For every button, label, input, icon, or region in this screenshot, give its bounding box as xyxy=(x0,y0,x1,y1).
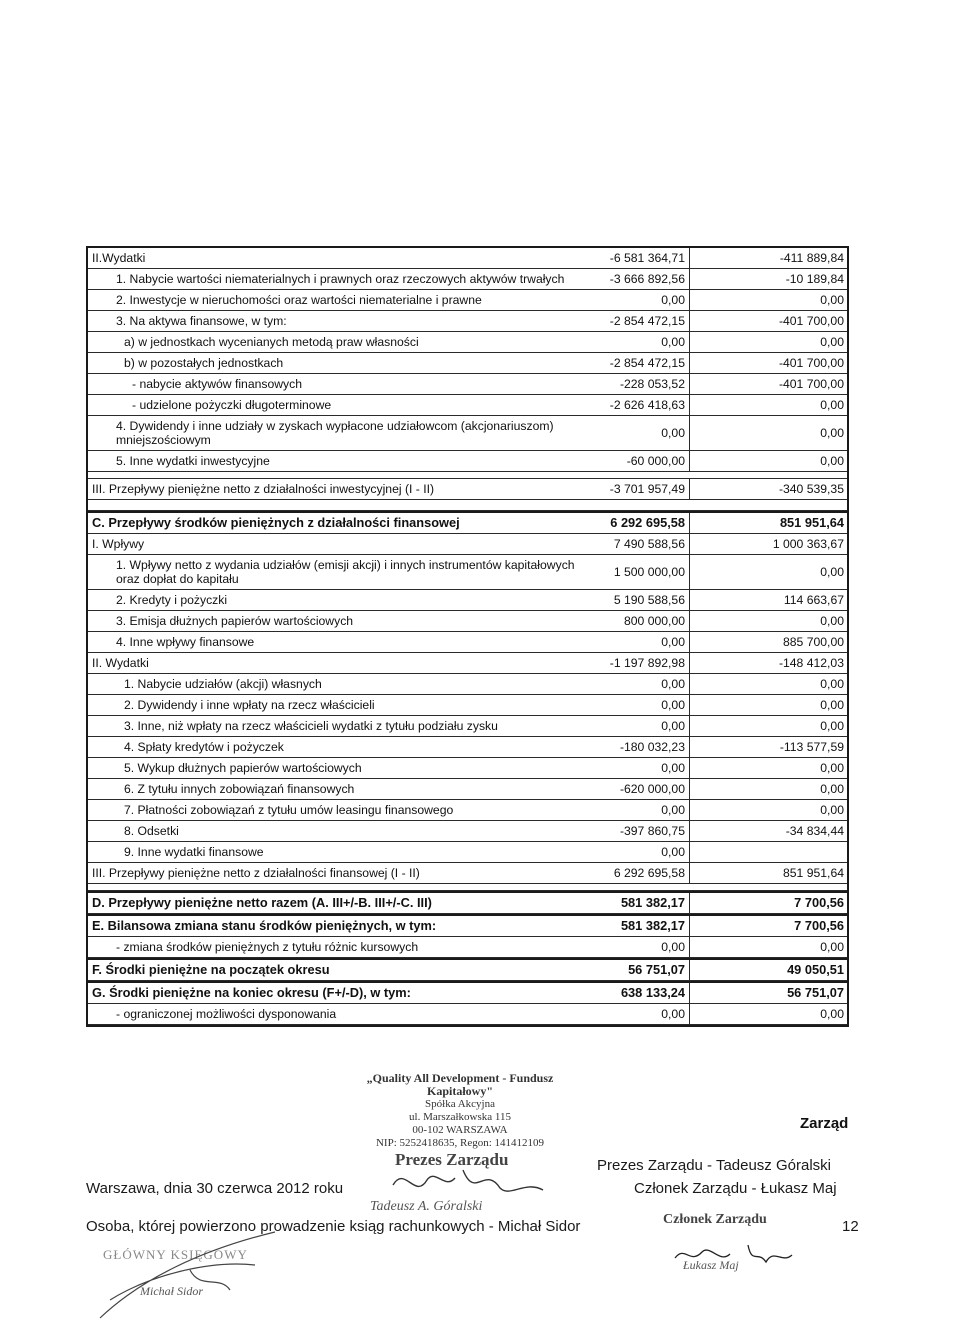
row-label: 4. Dywidendy i inne udziały w zyskach wypłacone udziałowcom (akcjonariuszom) mniejszościowym xyxy=(116,419,554,447)
section-spacer xyxy=(88,884,847,891)
glowny-stamp-name: Michał Sidor xyxy=(140,1284,203,1298)
current-period-value: -397 860,75 xyxy=(590,821,690,841)
current-period-value: 56 751,07 xyxy=(590,960,690,980)
member-line: Członek Zarządu - Łukasz Maj xyxy=(634,1180,837,1197)
previous-period-value: 0,00 xyxy=(820,761,844,775)
column-gap xyxy=(690,416,750,450)
czlonek-stamp: Członek Zarządu xyxy=(663,1212,767,1227)
table-row xyxy=(88,1004,847,1025)
prezes-signature-icon xyxy=(385,1160,555,1220)
stamp-line: ul. Marszałkowska 115 xyxy=(409,1111,511,1123)
table-row xyxy=(88,451,847,472)
current-period-value: 800 000,00 xyxy=(590,611,690,631)
table-row xyxy=(88,695,847,716)
current-period-value: -2 626 418,63 xyxy=(590,395,690,415)
current-period-value: 7 490 588,56 xyxy=(590,534,690,554)
row-label: II.Wydatki xyxy=(92,251,146,265)
row-label: 4. Spłaty kredytów i pożyczek xyxy=(124,740,284,754)
previous-period-value: 7 700,56 xyxy=(794,918,844,933)
row-label: D. Przepływy pieniężne netto razem (A. III+/-B. III+/-C. III) xyxy=(92,895,432,910)
table-row xyxy=(88,590,847,611)
row-label: 2. Dywidendy i inne wpłaty na rzecz właścicieli xyxy=(124,698,375,712)
table-row xyxy=(88,632,847,653)
current-period-value: 638 133,24 xyxy=(590,983,690,1003)
table-row xyxy=(88,534,847,555)
table-row xyxy=(88,332,847,353)
current-period-value: 581 382,17 xyxy=(590,893,690,913)
previous-period-value: 0,00 xyxy=(820,782,844,796)
table-row xyxy=(88,416,847,451)
prezes-stamp: Prezes Zarządu xyxy=(395,1150,509,1169)
column-gap xyxy=(690,290,750,310)
column-gap xyxy=(690,534,750,554)
current-period-value: -60 000,00 xyxy=(590,451,690,471)
previous-period-value: 851 951,64 xyxy=(779,515,844,530)
previous-period-value: 7 700,56 xyxy=(794,895,844,910)
current-period-value: 0,00 xyxy=(590,842,690,862)
row-label: 6. Z tytułu innych zobowiązań finansowych xyxy=(124,782,355,796)
table-row xyxy=(88,353,847,374)
row-label: 1. Wpływy netto z wydania udziałów (emisji akcji) i innych instrumentów kapitałowych oraz dopłat do kapitału xyxy=(116,558,575,586)
row-label: I. Wpływy xyxy=(92,537,145,551)
board-title: Zarząd xyxy=(800,1115,849,1132)
current-period-value: -1 197 892,98 xyxy=(590,653,690,673)
previous-period-value: 0,00 xyxy=(820,940,844,954)
row-label: 4. Inne wpływy finansowe xyxy=(116,635,255,649)
column-gap xyxy=(690,779,750,799)
row-label: 1. Nabycie wartości niematerialnych i prawnych oraz rzeczowych aktywów trwałych xyxy=(116,272,565,286)
current-period-value: -3 666 892,56 xyxy=(590,269,690,289)
column-gap xyxy=(690,695,750,715)
column-gap xyxy=(690,937,750,957)
table-row xyxy=(88,800,847,821)
row-label: G. Środki pieniężne na koniec okresu (F+/-D), w tym: xyxy=(92,985,411,1000)
current-period-value: -2 854 472,15 xyxy=(590,311,690,331)
column-gap xyxy=(690,374,750,394)
previous-period-value: 851 951,64 xyxy=(783,866,844,880)
current-period-value: 1 500 000,00 xyxy=(590,555,690,589)
current-period-value: 0,00 xyxy=(590,416,690,450)
previous-period-value: 0,00 xyxy=(820,1007,844,1021)
row-label: 1. Nabycie udziałów (akcji) własnych xyxy=(124,677,322,691)
row-label: 3. Na aktywa finansowe, w tym: xyxy=(116,314,287,328)
column-gap xyxy=(690,248,750,268)
column-gap xyxy=(690,1004,750,1024)
table-row xyxy=(88,981,847,1004)
glowny-stamp: GŁÓWNY KSIĘGOWY xyxy=(103,1247,248,1262)
table-row xyxy=(88,653,847,674)
current-period-value: 0,00 xyxy=(590,332,690,352)
row-label: - ograniczonej możliwości dysponowania xyxy=(116,1007,337,1021)
previous-period-value: 0,00 xyxy=(820,454,844,468)
row-label: 3. Inne, niż wpłaty na rzecz właścicieli wydatki z tytułu podziału zysku xyxy=(124,719,498,733)
current-period-value: 0,00 xyxy=(590,695,690,715)
row-label: 5. Inne wydatki inwestycyjne xyxy=(116,454,270,468)
current-period-value: 0,00 xyxy=(590,716,690,736)
current-period-value: 581 382,17 xyxy=(590,916,690,936)
previous-period-value: 56 751,07 xyxy=(787,985,844,1000)
previous-period-value: 114 663,67 xyxy=(783,593,844,607)
row-label: - zmiana środków pieniężnych z tytułu różnic kursowych xyxy=(116,940,419,954)
current-period-value: -228 053,52 xyxy=(590,374,690,394)
table-row xyxy=(88,914,847,937)
table-row xyxy=(88,891,847,914)
current-period-value: 0,00 xyxy=(590,937,690,957)
table-row xyxy=(88,737,847,758)
previous-period-value: -113 577,59 xyxy=(779,740,844,754)
table-row xyxy=(88,248,847,269)
previous-period-value: 0,00 xyxy=(820,677,844,691)
table-row xyxy=(88,479,847,500)
previous-period-value: -148 412,03 xyxy=(778,656,844,670)
current-period-value: 6 292 695,58 xyxy=(590,863,690,883)
table-row xyxy=(88,958,847,981)
column-gap xyxy=(690,611,750,631)
row-label: a) w jednostkach wycenianych metodą praw własności xyxy=(124,335,419,349)
previous-period-value: -401 700,00 xyxy=(778,356,844,370)
row-label: E. Bilansowa zmiana stanu środków pieniężnych, w tym: xyxy=(92,918,437,933)
previous-period-value: 49 050,51 xyxy=(787,962,844,977)
column-gap xyxy=(690,653,750,673)
row-label: II. Wydatki xyxy=(92,656,149,670)
previous-period-value: -411 889,84 xyxy=(779,251,844,265)
stamp-title: „Quality All Development - Fundusz Kapitałowy" xyxy=(366,1071,554,1098)
current-period-value: 0,00 xyxy=(590,674,690,694)
current-period-value: 5 190 588,56 xyxy=(590,590,690,610)
row-label: 9. Inne wydatki finansowe xyxy=(124,845,264,859)
current-period-value: 0,00 xyxy=(590,632,690,652)
column-gap xyxy=(690,893,750,913)
place-date: Warszawa, dnia 30 czerwca 2012 roku xyxy=(86,1180,344,1197)
table-row xyxy=(88,611,847,632)
column-gap xyxy=(690,513,750,533)
column-gap xyxy=(690,800,750,820)
row-label: - udzielone pożyczki długoterminowe xyxy=(132,398,332,412)
column-gap xyxy=(690,916,750,936)
previous-period-value: 0,00 xyxy=(820,293,844,307)
table-row xyxy=(88,821,847,842)
table-row xyxy=(88,511,847,534)
prezes-stamp-name: Tadeusz A. Góralski xyxy=(370,1199,483,1214)
previous-period-value: 0,00 xyxy=(820,803,844,817)
table-row xyxy=(88,779,847,800)
row-label: 5. Wykup dłużnych papierów wartościowych xyxy=(124,761,362,775)
table-row xyxy=(88,842,847,863)
row-label: F. Środki pieniężne na początek okresu xyxy=(92,962,330,977)
stamp-line: Spółka Akcyjna xyxy=(425,1098,495,1110)
current-period-value: -3 701 957,49 xyxy=(590,479,690,499)
previous-period-value: -10 189,84 xyxy=(785,272,844,286)
previous-period-value: 1 000 363,67 xyxy=(772,537,844,551)
column-gap xyxy=(690,842,750,862)
table-row xyxy=(88,674,847,695)
previous-period-value: -401 700,00 xyxy=(778,377,844,391)
bookkeeper-line: Osoba, której powierzono prowadzenie ksiąg rachunkowych - Michał Sidor xyxy=(86,1218,581,1235)
row-label: 8. Odsetki xyxy=(124,824,179,838)
column-gap xyxy=(690,632,750,652)
table-row xyxy=(88,290,847,311)
column-gap xyxy=(690,758,750,778)
previous-period-value xyxy=(750,842,847,862)
previous-period-value: 0,00 xyxy=(820,398,844,412)
company-stamp xyxy=(340,1072,580,1150)
column-gap xyxy=(690,821,750,841)
stamp-line: NIP: 5252418635, Regon: 141412109 xyxy=(375,1137,545,1149)
column-gap xyxy=(690,737,750,757)
current-period-value: 6 292 695,58 xyxy=(590,513,690,533)
column-gap xyxy=(690,451,750,471)
column-gap xyxy=(690,555,750,589)
page-number: 12 xyxy=(842,1218,859,1235)
section-spacer xyxy=(88,472,847,479)
stamp-line: 00-102 WARSZAWA xyxy=(412,1124,508,1136)
president-line: Prezes Zarządu - Tadeusz Góralski xyxy=(597,1157,831,1174)
cash-flow-table xyxy=(86,246,849,1027)
row-label: 2. Inwestycje w nieruchomości oraz wartości niematerialne i prawne xyxy=(116,293,482,307)
current-period-value: 0,00 xyxy=(590,1004,690,1024)
column-gap xyxy=(690,311,750,331)
previous-period-value: 0,00 xyxy=(820,698,844,712)
current-period-value: -620 000,00 xyxy=(590,779,690,799)
column-gap xyxy=(690,479,750,499)
column-gap xyxy=(690,960,750,980)
row-label: III. Przepływy pieniężne netto z działalności finansowej (I - II) xyxy=(92,866,420,880)
table-row xyxy=(88,758,847,779)
czlonek-stamp-name: Łukasz Maj xyxy=(683,1258,739,1272)
row-label: - nabycie aktywów finansowych xyxy=(132,377,303,391)
row-label: 7. Płatności zobowiązań z tytułu umów leasingu finansowego xyxy=(124,803,454,817)
row-label: b) w pozostałych jednostkach xyxy=(124,356,284,370)
table-row xyxy=(88,937,847,958)
current-period-value: -2 854 472,15 xyxy=(590,353,690,373)
previous-period-value: -401 700,00 xyxy=(778,314,844,328)
previous-period-value: 0,00 xyxy=(820,565,844,579)
current-period-value: 0,00 xyxy=(590,290,690,310)
previous-period-value: 885 700,00 xyxy=(783,635,844,649)
table-row xyxy=(88,269,847,290)
column-gap xyxy=(690,332,750,352)
table-row xyxy=(88,555,847,590)
row-label: C. Przepływy środków pieniężnych z działalności finansowej xyxy=(92,515,460,530)
current-period-value: -6 581 364,71 xyxy=(590,248,690,268)
column-gap xyxy=(690,863,750,883)
previous-period-value: -340 539,35 xyxy=(778,482,844,496)
previous-period-value: 0,00 xyxy=(820,335,844,349)
current-period-value: -180 032,23 xyxy=(590,737,690,757)
previous-period-value: 0,00 xyxy=(820,426,844,440)
column-gap xyxy=(690,269,750,289)
previous-period-value: 0,00 xyxy=(820,614,844,628)
glowny-signature-icon xyxy=(90,1230,290,1325)
previous-period-value: -34 834,44 xyxy=(785,824,844,838)
row-label: 2. Kredyty i pożyczki xyxy=(116,593,228,607)
current-period-value: 0,00 xyxy=(590,758,690,778)
row-label: 3. Emisja dłużnych papierów wartościowych xyxy=(116,614,354,628)
column-gap xyxy=(690,674,750,694)
section-spacer xyxy=(88,500,847,511)
table-row xyxy=(88,716,847,737)
column-gap xyxy=(690,983,750,1003)
table-row xyxy=(88,311,847,332)
table-row xyxy=(88,374,847,395)
column-gap xyxy=(690,395,750,415)
previous-period-value: 0,00 xyxy=(820,719,844,733)
row-label: III. Przepływy pieniężne netto z działalności inwestycyjnej (I - II) xyxy=(92,482,435,496)
current-period-value: 0,00 xyxy=(590,800,690,820)
column-gap xyxy=(690,353,750,373)
column-gap xyxy=(690,716,750,736)
table-row xyxy=(88,863,847,884)
column-gap xyxy=(690,590,750,610)
table-row xyxy=(88,395,847,416)
czlonek-signature-icon xyxy=(670,1240,800,1270)
